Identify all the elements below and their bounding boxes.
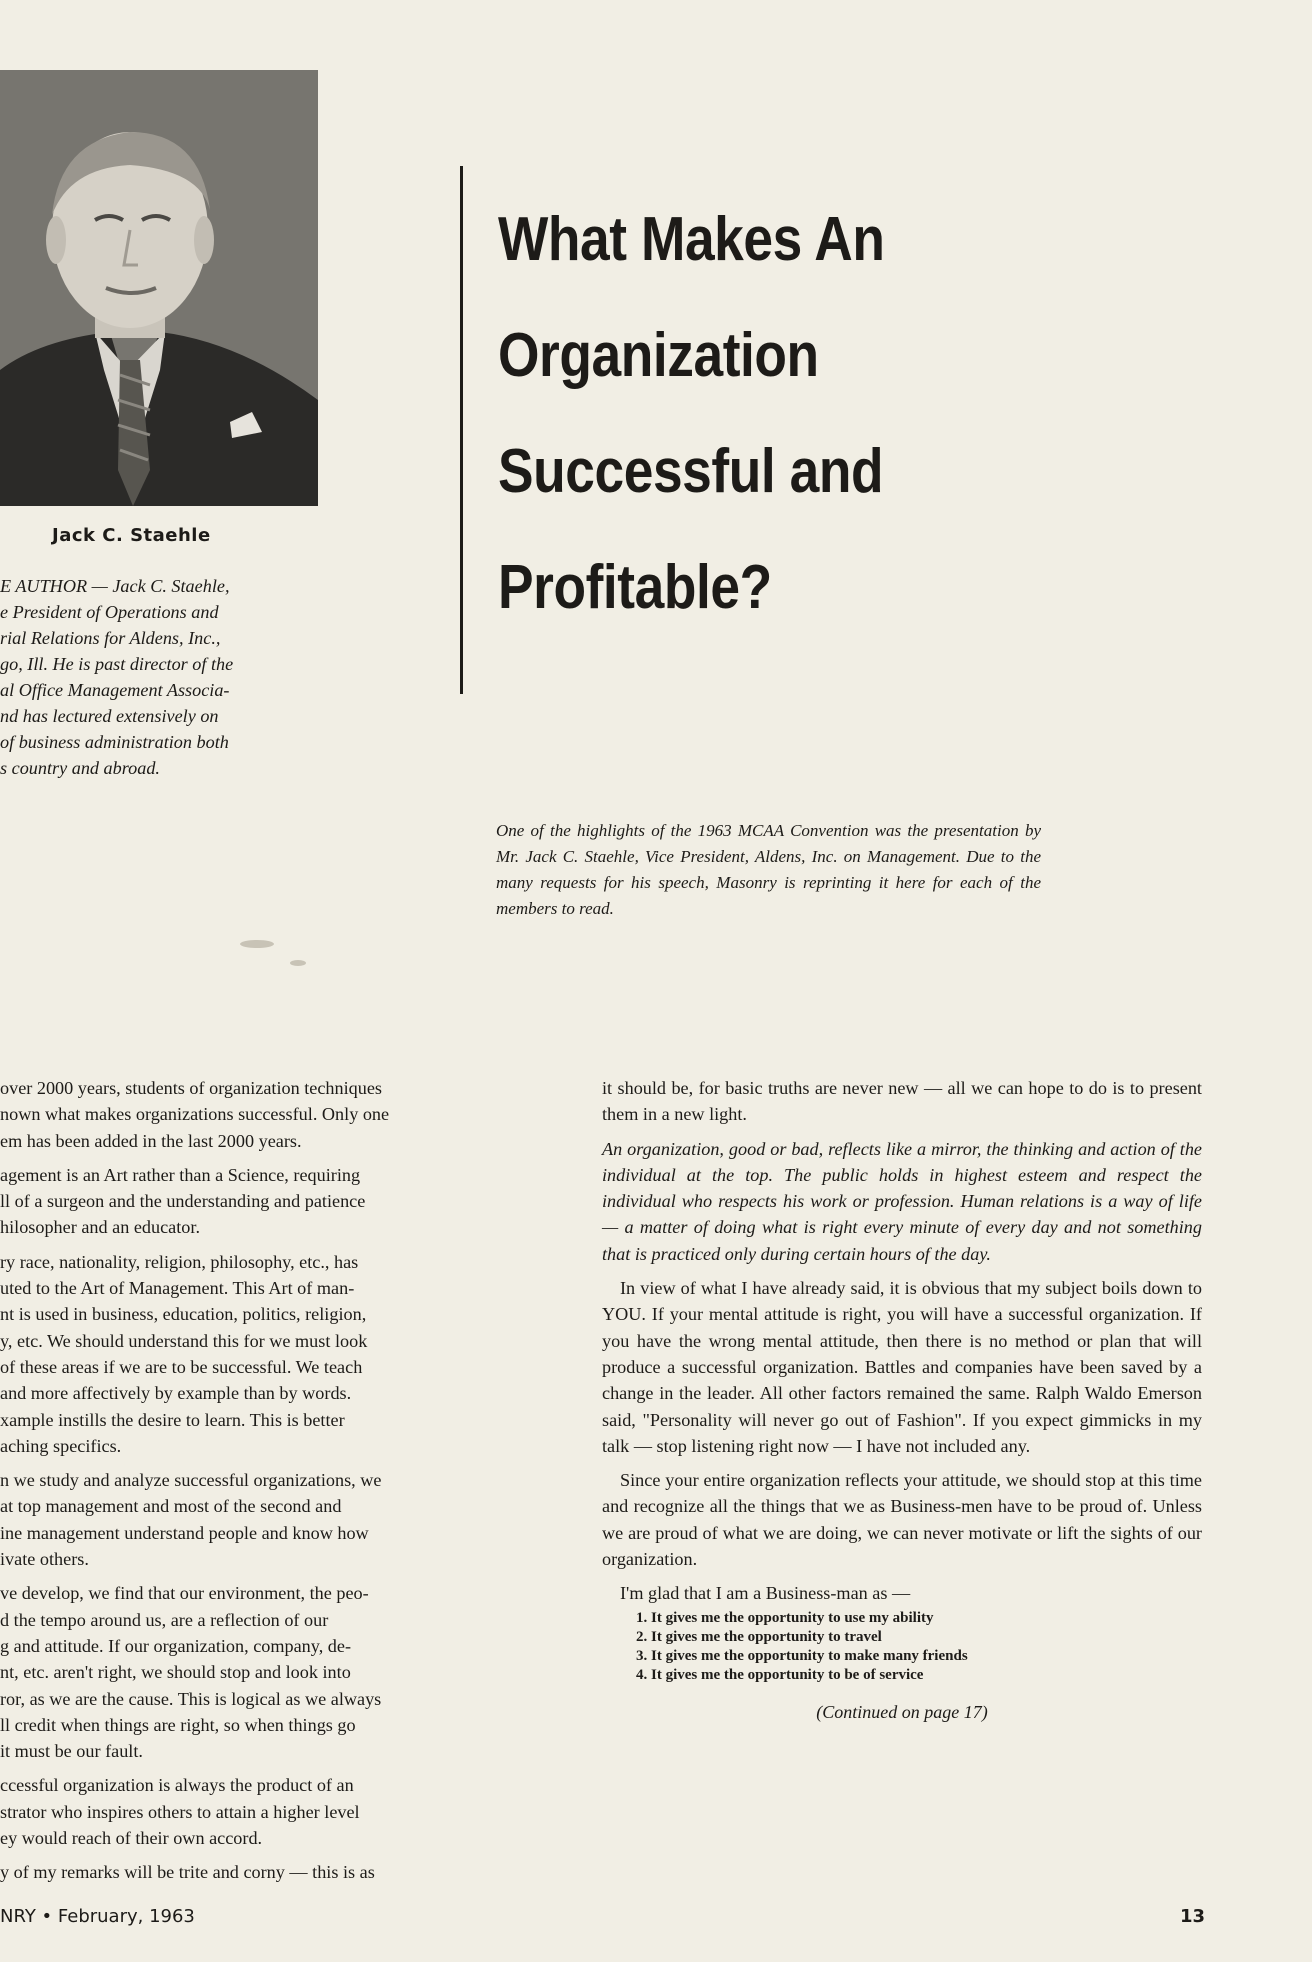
list-item: 4. It gives me the opportunity to be of service <box>636 1666 924 1683</box>
text-line: xample instills the desire to learn. This is better <box>0 1409 345 1430</box>
text-line: ine management understand people and know how <box>0 1522 369 1543</box>
list-item: 1. It gives me the opportunity to use my ability <box>636 1609 934 1626</box>
text-line: it must be our fault. <box>0 1741 143 1762</box>
paragraph <box>0 1772 540 1851</box>
right-column <box>602 1075 1202 1725</box>
text-line: ivate others. <box>0 1549 89 1570</box>
paragraph <box>0 1075 540 1154</box>
title-line: Profitable? <box>498 553 772 622</box>
paragraph: I'm glad that I am a Business-man as — <box>620 1583 911 1604</box>
author-note-line: of business administration both <box>0 732 229 752</box>
text-line: n we study and analyze successful organizations, we <box>0 1470 382 1491</box>
author-photo <box>0 70 318 506</box>
photo-caption: Jack C. Staehle <box>52 525 211 546</box>
page-number: 13 <box>1180 1906 1206 1927</box>
reasons-list <box>636 1609 1202 1685</box>
paragraph <box>0 1249 540 1459</box>
author-note-line: rial Relations for Aldens, Inc., <box>0 628 221 648</box>
continued-note: (Continued on page 17) <box>816 1701 988 1722</box>
text-line: ll credit when things are right, so when things go <box>0 1714 356 1735</box>
author-note-line: e President of Operations and <box>0 602 219 622</box>
author-note-line: E AUTHOR — Jack C. Staehle, <box>0 576 230 596</box>
text-line: hilosopher and an educator. <box>0 1217 200 1238</box>
author-note-line: nd has lectured extensively on <box>0 706 219 726</box>
text-line: nt, etc. aren't right, we should stop and look into <box>0 1662 351 1683</box>
text-line: ccessful organization is always the product of an <box>0 1775 354 1796</box>
paragraph <box>0 1467 540 1572</box>
text-line: uted to the Art of Management. This Art of man- <box>0 1278 355 1299</box>
paragraph <box>0 1162 540 1241</box>
text-line: over 2000 years, students of organization techniques <box>0 1078 383 1098</box>
text-line: em has been added in the last 2000 years. <box>0 1130 302 1151</box>
text-line: at top management and most of the second and <box>0 1496 342 1517</box>
text-line: ll of a surgeon and the understanding and patience <box>0 1191 366 1212</box>
list-item: 2. It gives me the opportunity to travel <box>636 1628 882 1645</box>
author-note-line: go, Ill. He is past director of the <box>0 654 234 674</box>
text-line: d the tempo around us, are a reflection of our <box>0 1609 329 1630</box>
text-line: y of my remarks will be trite and corny — this is as <box>0 1862 375 1883</box>
text-line: strator who inspires others to attain a higher level <box>0 1801 360 1822</box>
title-line: What Makes An <box>498 205 885 274</box>
text-line: aching specifics. <box>0 1435 122 1456</box>
portrait-image <box>0 70 318 506</box>
list-item: 3. It gives me the opportunity to make many friends <box>636 1647 968 1664</box>
paragraph: In view of what I have already said, it is obvious that my subject boils down to YOU. If your mental attitude is right, you will have a successful organization. If you have the wrong mental attitude, then there is no method or plan that will produce a successful organization. Battles and companies have been saved by a change in the leader. All other factors remained the same. Ralph Waldo Emerson said, "Personality will never go out of Fashion". If you expect gimmicks in my talk — stop listening right now — I have not included any. <box>602 1278 1202 1456</box>
text-line: nt is used in business, education, politics, religion, <box>0 1304 367 1325</box>
text-line: y, etc. We should understand this for we must look <box>0 1330 368 1351</box>
title-line: Organization <box>498 321 819 390</box>
author-note-line: al Office Management Associa- <box>0 680 230 700</box>
text-line: ve develop, we find that our environment, the peo- <box>0 1583 369 1604</box>
article-title <box>498 182 980 646</box>
author-note-line: s country and abroad. <box>0 758 160 778</box>
text-line: and more affectively by example than by words. <box>0 1383 352 1404</box>
author-note <box>0 573 332 781</box>
text-line: g and attitude. If our organization, company, de- <box>0 1635 352 1656</box>
paragraph: it should be, for basic truths are never new — all we can hope to do is to present them in a new light. <box>602 1078 1202 1125</box>
print-speck <box>290 960 306 966</box>
paragraph <box>0 1580 540 1764</box>
text-line: ror, as we are the cause. This is logical as we always <box>0 1688 382 1709</box>
text-line: nown what makes organizations successful. Only one <box>0 1104 390 1125</box>
text-line: ey would reach of their own accord. <box>0 1828 263 1849</box>
text-line: agement is an Art rather than a Science, requiring <box>0 1164 361 1185</box>
title-rule <box>460 166 463 694</box>
print-speck <box>240 940 274 948</box>
text-line: ry race, nationality, religion, philosophy, etc., has <box>0 1251 359 1272</box>
paragraph: Since your entire organization reflects your attitude, we should stop at this time and recognize all the things that we as Business-men have to be proud of. Unless we are proud of what we are doing, we can never motivate or lift the sights of our organization. <box>602 1470 1202 1570</box>
left-column <box>0 1075 540 1894</box>
title-line: Successful and <box>498 437 884 506</box>
text-line: of these areas if we are to be successful. We teach <box>0 1356 363 1377</box>
page-footer <box>0 1906 1312 1936</box>
intro-paragraph: One of the highlights of the 1963 MCAA Convention was the presentation by Mr. Jack C. Staehle, Vice President, Aldens, Inc. on Management. Due to the many requests for his speech, Masonry is reprinting it here for each of the members to read. <box>496 821 1041 918</box>
quote-block: An organization, good or bad, reflects like a mirror, the thinking and action of the individual at the top. The public holds in highest esteem and respect the individual who respects his work or profession. Human relations is a way of life — a matter of doing what is right every minute of every day and not something that is practiced only during certain hours of the day. <box>602 1138 1202 1264</box>
paragraph <box>0 1859 540 1885</box>
footer-issue: NRY • February, 1963 <box>0 1906 195 1927</box>
